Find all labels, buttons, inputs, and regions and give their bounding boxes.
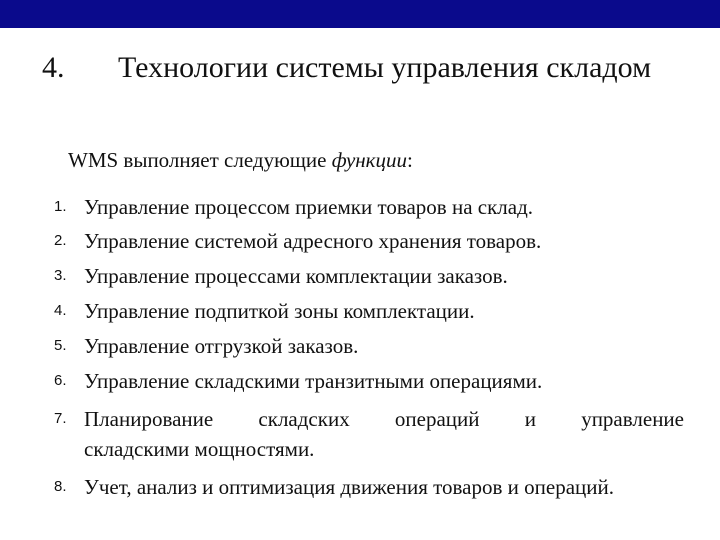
item-number: 3. (54, 267, 67, 284)
intro-text (68, 146, 413, 174)
intro-prefix: WMS выполняет следующие (68, 148, 332, 172)
item-number: 2. (54, 232, 67, 249)
item-number: 4. (54, 302, 67, 319)
item-number: 7. (54, 410, 67, 427)
item-number: 8. (54, 478, 67, 495)
slide-number: 4. (42, 51, 65, 84)
item-number: 6. (54, 372, 67, 389)
item-text: Управление отгрузкой заказов. (84, 334, 359, 358)
item-text: Управление подпиткой зоны комплектации. (84, 299, 475, 323)
intro-emphasis: функции (331, 148, 408, 172)
item-text-continuation: складскими мощностями. (84, 437, 315, 461)
item-number: 1. (54, 198, 67, 215)
item-text: Управление складскими транзитными операциями. (84, 369, 543, 393)
slide-title-text: Технологии системы управления складом (118, 51, 652, 84)
item-text: Учет, анализ и оптимизация движения товаров и операций. (84, 475, 614, 499)
item-text: Управление процессом приемки товаров на склад. (84, 195, 534, 219)
top-accent-bar (0, 0, 720, 28)
item-text: Управление процессами комплектации заказов. (84, 264, 508, 288)
item-number: 5. (54, 337, 67, 354)
item-text: Управление системой адресного хранения товаров. (84, 229, 542, 253)
item-text: Планирование складских операций и управление (84, 407, 684, 431)
slide-title (0, 48, 720, 88)
intro-suffix: : (407, 148, 413, 172)
